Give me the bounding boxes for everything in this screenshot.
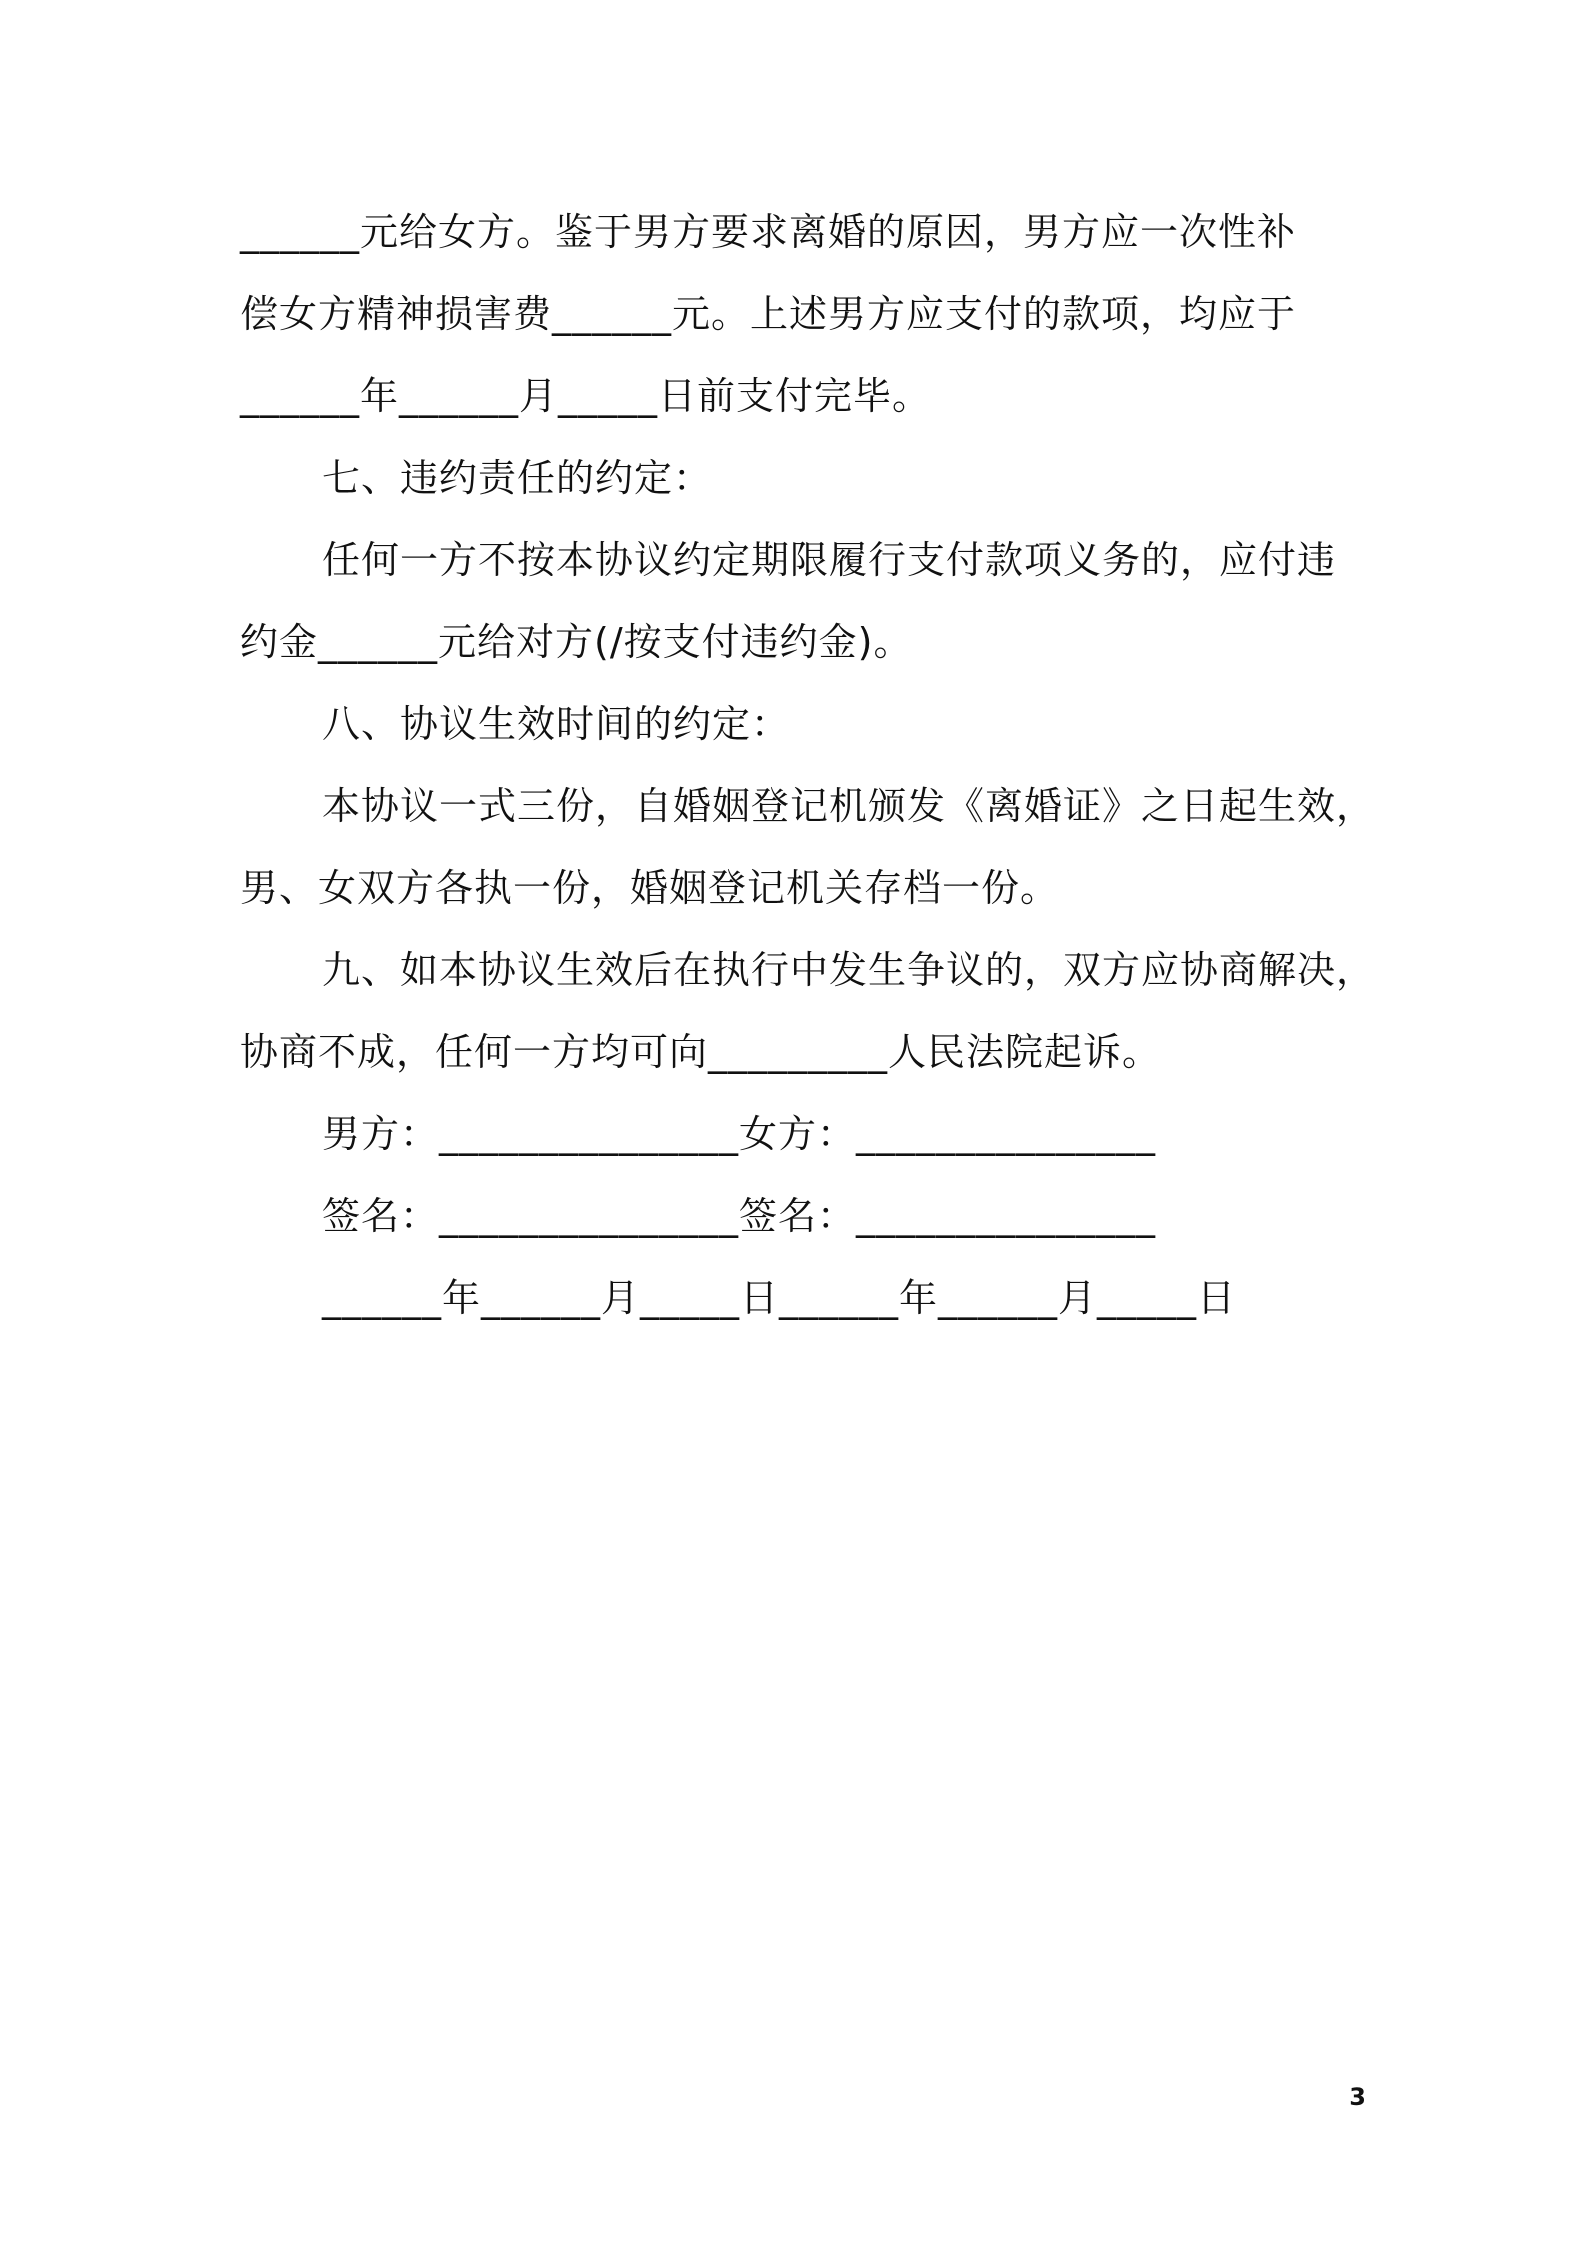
section-heading-9: 九、如本协议生效后在执行中发生争议的，双方应协商解决，: [322, 948, 1376, 992]
page-number: 3: [1349, 2083, 1366, 2111]
paragraph-line-3: ______年______月_____日前支付完毕。: [240, 374, 932, 418]
paragraph-line-1: ______元给女方。鉴于男方要求离婚的原因，男方应一次性补: [240, 210, 1297, 254]
paragraph-line-2: 偿女方精神损害费______元。上述男方应支付的款项，均应于: [240, 292, 1297, 336]
section-heading-7: 七、违约责任的约定：: [322, 456, 713, 500]
paragraph-line-6: 约金______元给对方(/按支付违约金)。: [240, 620, 913, 664]
paragraph-line-5: 任何一方不按本协议约定期限履行支付款项义务的，应付违: [322, 538, 1337, 582]
signature-parties-row: 男方：_______________女方：_______________: [322, 1112, 1157, 1156]
signature-names-row: 签名：_______________签名：_______________: [322, 1194, 1157, 1238]
paragraph-line-11: 协商不成，任何一方均可向_________人民法院起诉。: [240, 1030, 1162, 1074]
paragraph-line-8: 本协议一式三份，自婚姻登记机颁发《离婚证》之日起生效，: [322, 784, 1376, 828]
paragraph-line-9: 男、女双方各执一份，婚姻登记机关存档一份。: [240, 866, 1060, 910]
section-heading-8: 八、协议生效时间的约定：: [322, 702, 791, 746]
signature-dates-row: ______年______月_____日______年______月_____日: [322, 1276, 1237, 1320]
